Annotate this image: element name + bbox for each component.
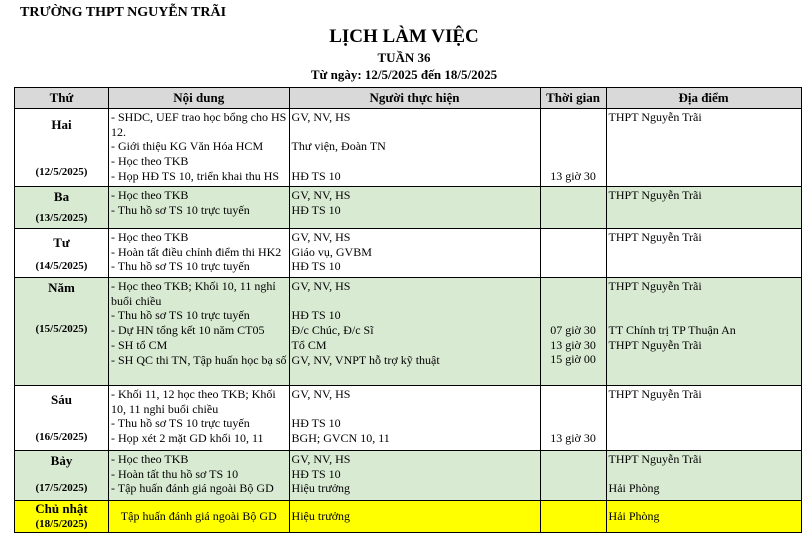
day-date: (16/5/2025): [35, 431, 88, 444]
place-cell: [606, 109, 801, 187]
place-line: THPT Nguyễn Trãi: [608, 279, 702, 293]
people-line: Hiệu trưởng: [291, 481, 351, 496]
people-line: GV, NV, VNPT hỗ trợ kỹ thuật: [291, 352, 440, 367]
table-row: [15, 278, 802, 386]
people-line: GV, NV, HS: [291, 230, 351, 244]
table-row: [15, 501, 802, 533]
day-name: Tư: [53, 235, 70, 250]
people-line: Hiệu trưởng: [291, 509, 351, 524]
day-cell: [15, 109, 109, 187]
time-cell: [540, 109, 606, 187]
people-line: Đ/c Chúc, Đ/c Sĩ: [291, 323, 374, 338]
place-line: THPT Nguyễn Trãi: [608, 110, 702, 124]
school-name: TRƯỜNG THPT NGUYỄN TRÃI: [20, 5, 227, 20]
people-line: HĐ TS 10: [291, 168, 341, 183]
time-line: 13 giờ 30: [550, 431, 596, 446]
content-line: - Giới thiệu KG Văn Hóa HCM: [111, 139, 264, 154]
date-range: Từ ngày: 12/5/2025 đến 18/5/2025: [310, 67, 498, 82]
content-line: - Dự HN tổng kết 10 năm CT05: [111, 323, 265, 338]
content-line: Tập huấn đánh giá ngoài Bộ GD: [120, 509, 277, 524]
people-line: GV, NV, HS: [291, 279, 351, 293]
people-cell: [289, 451, 540, 501]
people-line: GV, NV, HS: [291, 452, 351, 466]
place-cell: [606, 386, 801, 451]
time-line: 13 giờ 30: [550, 337, 596, 352]
people-line: GV, NV, HS: [291, 387, 351, 401]
people-cell: [289, 501, 540, 533]
week-label: TUẦN 36: [377, 50, 431, 65]
content-line: - SH tổ CM: [111, 337, 168, 352]
day-cell: [15, 187, 109, 229]
header-content: Nội dung: [109, 88, 290, 109]
header-place: Địa điểm: [606, 88, 801, 109]
content-line: - Họp xét 2 mặt GD khối 10, 11: [111, 431, 264, 446]
people-line: Thư viện, Đoàn TN: [291, 139, 386, 154]
header-people: Người thực hiện: [289, 88, 540, 109]
place-cell: [606, 278, 801, 386]
table-row: [15, 187, 802, 229]
content-cell: [109, 229, 290, 278]
content-cell: [109, 109, 290, 187]
people-cell: [289, 229, 540, 278]
place-line: Hải Phòng: [608, 509, 660, 524]
people-line: HĐ TS 10: [291, 259, 341, 274]
day-name: Năm: [48, 280, 75, 295]
content-line: - Thu hồ sơ TS 10 trực tuyến: [111, 416, 250, 431]
place-line: THPT Nguyễn Trãi: [608, 387, 702, 401]
day-cell: [15, 278, 109, 386]
place-line: THPT Nguyễn Trãi: [608, 452, 702, 466]
day-cell: [15, 501, 109, 533]
place-line: TT Chính trị TP Thuận An: [608, 323, 736, 338]
content-line: - Học theo TKB: [111, 452, 189, 466]
day-name: Chủ nhật: [35, 501, 88, 516]
table-row: [15, 386, 802, 451]
time-line: 15 giờ 00: [550, 352, 596, 367]
content-cell: [109, 451, 290, 501]
day-name: Sáu: [51, 392, 72, 407]
content-line: - Học theo TKB; Khối 10, 11 nghỉ buổi chiều: [111, 279, 276, 308]
content-line: - Thu hồ sơ TS 10 trực tuyến: [111, 202, 250, 217]
people-line: HĐ TS 10: [291, 308, 341, 323]
schedule-table: [14, 87, 802, 533]
day-name: Ba: [53, 189, 70, 204]
place-cell: [606, 501, 801, 533]
day-name: Hai: [51, 117, 72, 132]
content-line: - Tập huấn đánh giá ngoài Bộ GD: [111, 481, 274, 496]
place-cell: [606, 187, 801, 229]
place-cell: [606, 451, 801, 501]
page-title: LỊCH LÀM VIỆC: [329, 26, 479, 47]
table-row: [15, 109, 802, 187]
people-cell: [289, 187, 540, 229]
time-line: 13 giờ 30: [550, 168, 596, 183]
table-header-row: [15, 88, 802, 109]
place-line: Hải Phòng: [608, 481, 660, 496]
day-name: Bảy: [50, 453, 73, 468]
content-cell: [109, 278, 290, 386]
place-line: THPT Nguyễn Trãi: [608, 188, 702, 202]
people-cell: [289, 386, 540, 451]
content-cell: [109, 187, 290, 229]
people-line: HĐ TS 10: [291, 416, 341, 431]
people-line: GV, NV, HS: [291, 110, 351, 124]
time-cell: [540, 501, 606, 533]
time-cell: [540, 451, 606, 501]
time-cell: [540, 386, 606, 451]
content-line: - SHDC, UEF trao học bổng cho HS 12.: [111, 110, 287, 139]
table-row: [15, 229, 802, 278]
content-line: - Hoàn tất thu hồ sơ TS 10: [111, 466, 239, 481]
day-date: (14/5/2025): [35, 260, 88, 273]
people-line: Tổ CM: [291, 337, 327, 352]
content-line: - Thu hồ sơ TS 10 trực tuyến: [111, 308, 250, 323]
place-cell: [606, 229, 801, 278]
people-line: HĐ TS 10: [291, 466, 341, 481]
time-cell: [540, 229, 606, 278]
time-cell: [540, 187, 606, 229]
content-line: - Học theo TKB: [111, 154, 189, 169]
content-cell: [109, 386, 290, 451]
time-cell: [540, 278, 606, 386]
people-line: Giáo vụ, GVBM: [291, 244, 372, 259]
table-row: [15, 451, 802, 501]
day-date: (18/5/2025): [35, 517, 88, 530]
day-date: (13/5/2025): [35, 212, 88, 225]
day-date: (12/5/2025): [35, 166, 88, 179]
people-line: BGH; GVCN 10, 11: [291, 431, 390, 446]
people-line: GV, NV, HS: [291, 188, 351, 202]
people-line: HĐ TS 10: [291, 202, 341, 217]
content-line: - Hoàn tất điều chỉnh điểm thi HK2: [111, 244, 282, 259]
place-line: THPT Nguyễn Trãi: [608, 230, 702, 244]
people-cell: [289, 278, 540, 386]
header-time: Thời gian: [540, 88, 606, 109]
content-line: - Họp HĐ TS 10, triển khai thu HS: [111, 168, 280, 183]
content-line: - Học theo TKB: [111, 230, 189, 244]
content-line: - SH QC thi TN, Tập huấn học bạ số: [111, 352, 287, 367]
content-line: - Thu hồ sơ TS 10 trực tuyến: [111, 259, 250, 274]
day-cell: [15, 386, 109, 451]
day-cell: [15, 451, 109, 501]
content-line: - Khối 11, 12 học theo TKB; Khối 10, 11 nghỉ buổi chiều: [111, 387, 276, 416]
people-cell: [289, 109, 540, 187]
day-date: (17/5/2025): [35, 482, 88, 495]
day-cell: [15, 229, 109, 278]
header-day: Thứ: [15, 88, 109, 109]
day-date: (15/5/2025): [35, 323, 88, 335]
time-line: 07 giờ 30: [550, 323, 596, 338]
content-cell: [109, 501, 290, 533]
content-line: - Học theo TKB: [111, 188, 189, 202]
place-line: THPT Nguyễn Trãi: [608, 337, 702, 352]
